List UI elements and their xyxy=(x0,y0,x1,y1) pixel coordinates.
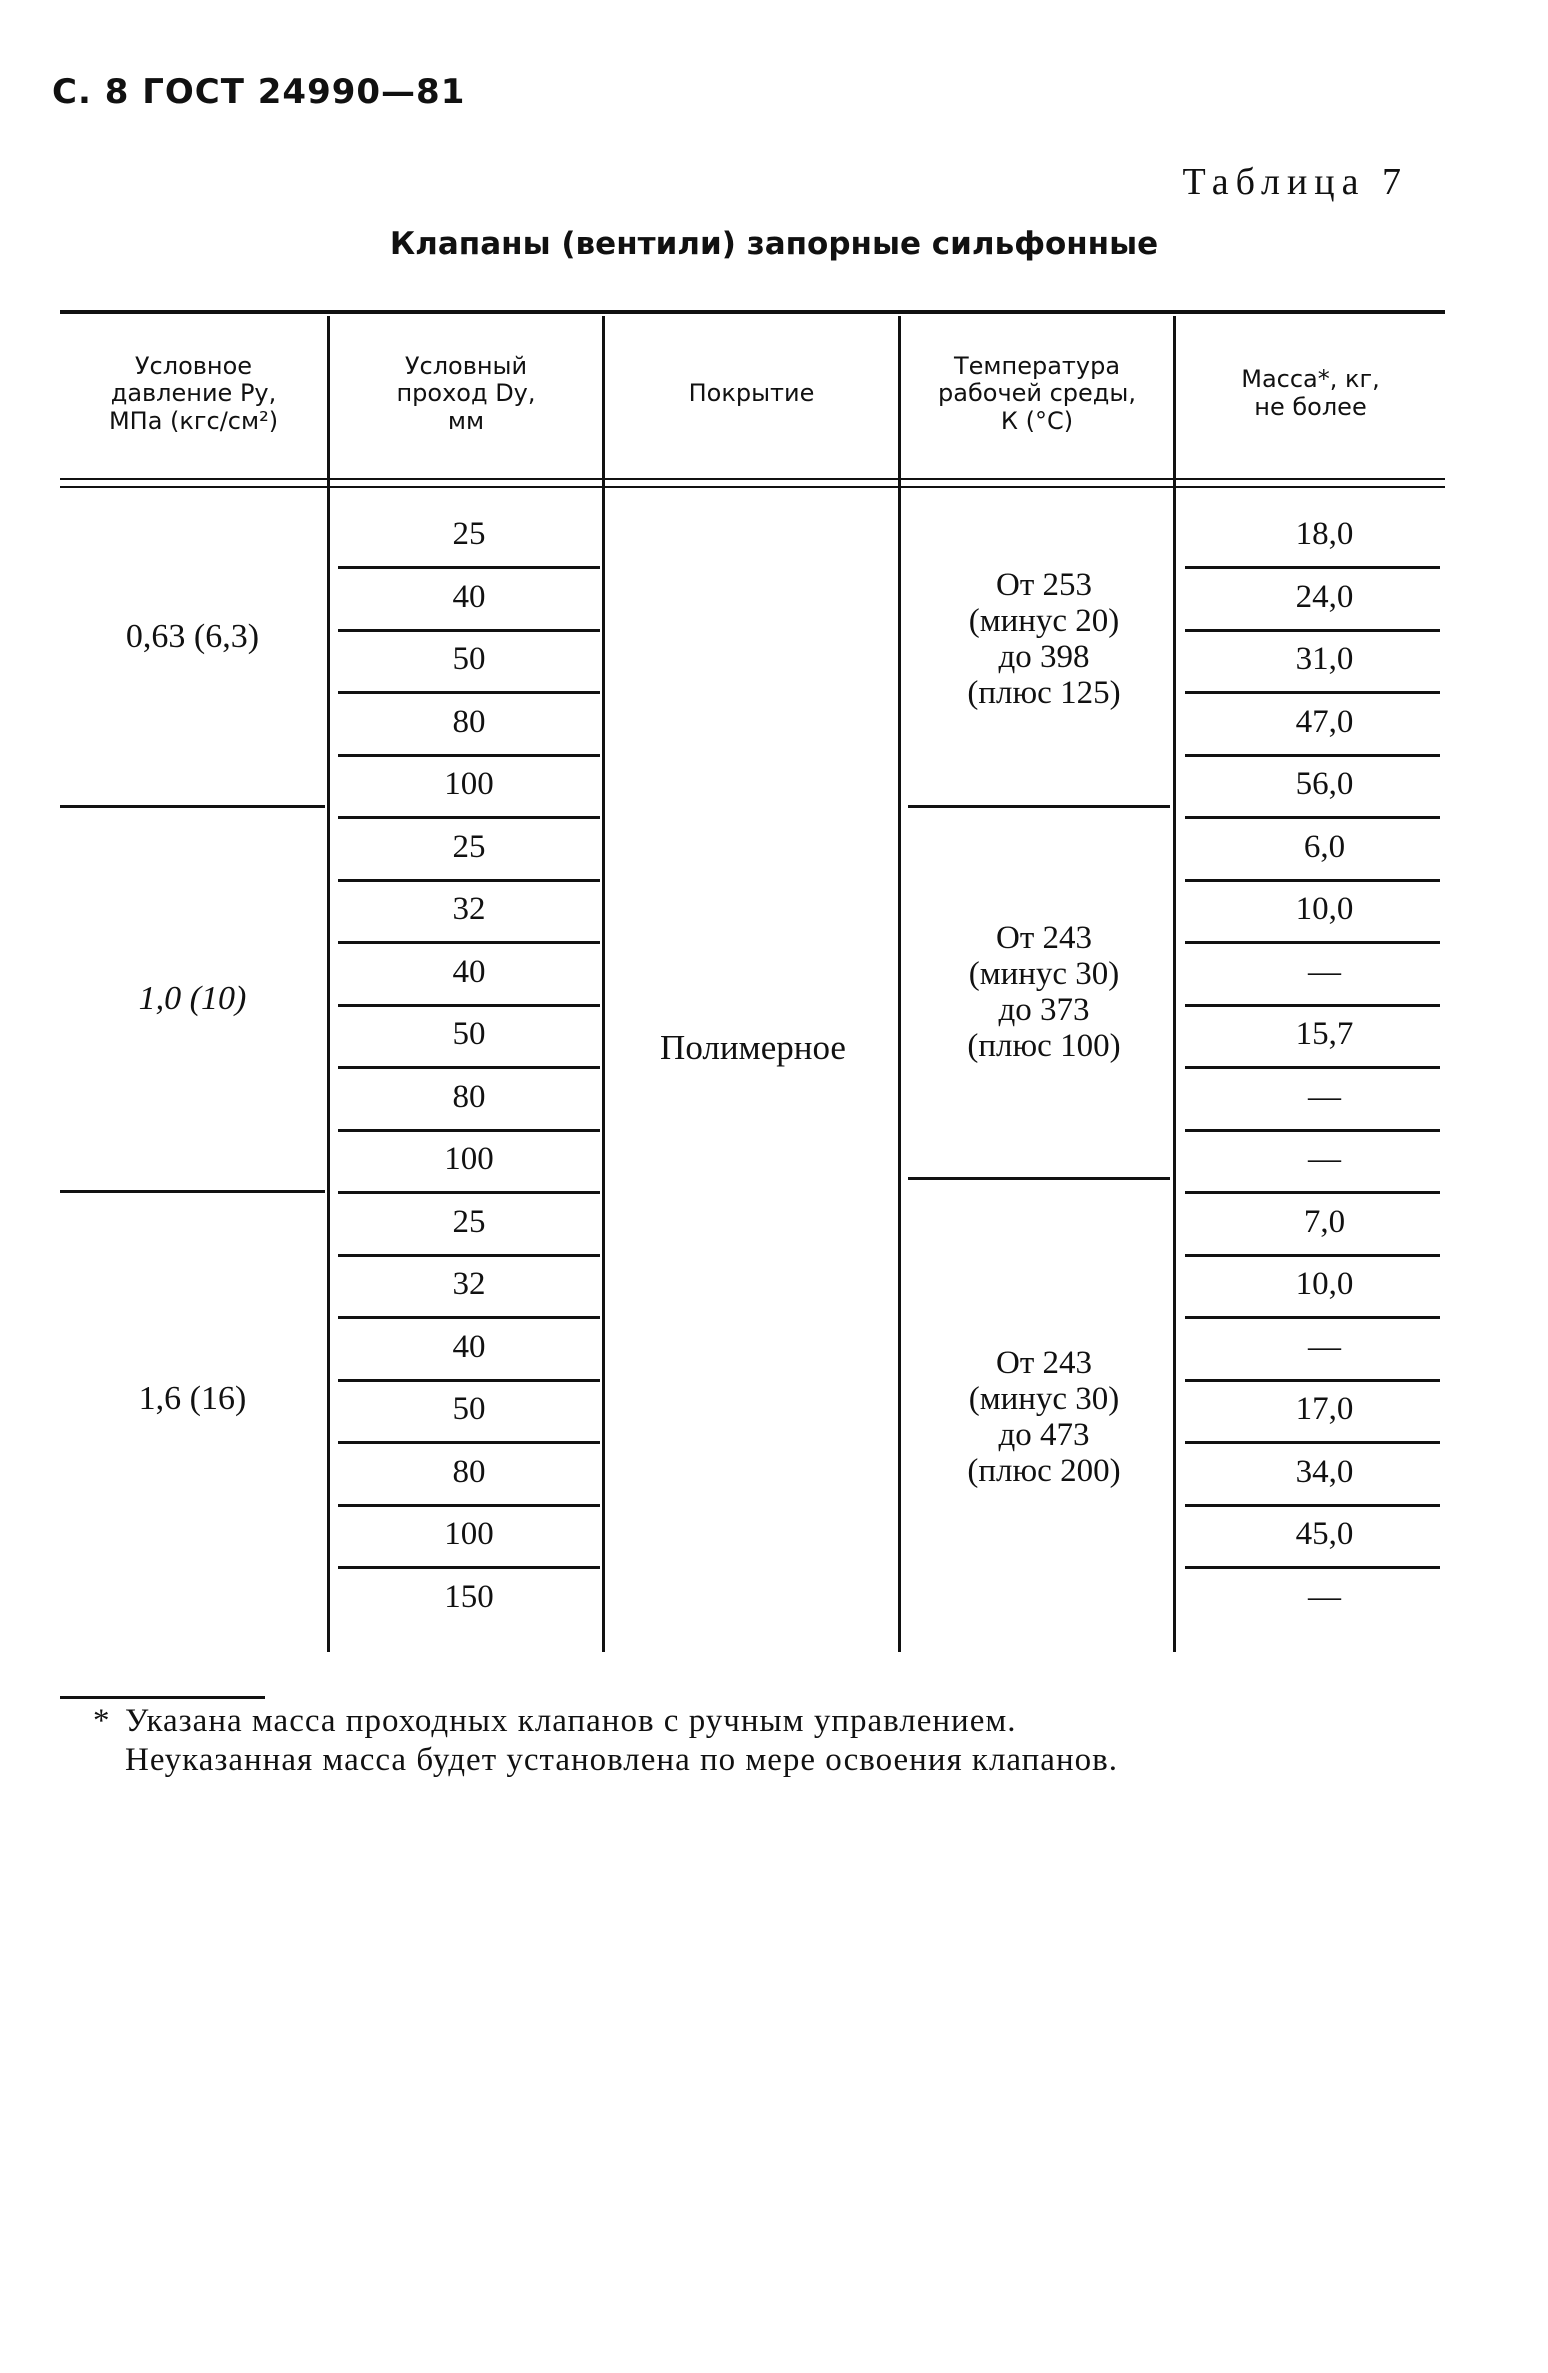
mass-cell: — xyxy=(1308,1579,1341,1615)
nominal-size-cell: 32 xyxy=(338,878,600,944)
nominal-size-cell: 150 xyxy=(444,1579,494,1615)
mass-cell: — xyxy=(1185,1316,1440,1382)
group-separator xyxy=(60,805,325,808)
table-title: Клапаны (вентили) запорные сильфонные xyxy=(389,226,1159,262)
column-header-temperature: Температура рабочей среды, К (°С) xyxy=(938,351,1136,435)
nominal-size-cell: 100 xyxy=(338,753,600,819)
nominal-size-cell: 80 xyxy=(338,1441,600,1507)
nominal-size-cell: 40 xyxy=(338,1316,600,1382)
footnote-rule xyxy=(60,1696,265,1699)
nominal-size-cell: 25 xyxy=(338,1191,600,1257)
temperature-separator xyxy=(908,805,1170,808)
mass-cell: — xyxy=(1185,941,1440,1007)
footnote xyxy=(93,1702,1118,1780)
mass-cell: 31,0 xyxy=(1185,628,1440,694)
nominal-size-cell: 80 xyxy=(338,691,600,757)
group-separator xyxy=(60,1190,325,1193)
nominal-size-cell: 80 xyxy=(338,1066,600,1132)
mass-cell: 34,0 xyxy=(1185,1441,1440,1507)
mass-cell: 6,0 xyxy=(1185,816,1440,882)
mass-cell: 15,7 xyxy=(1185,1003,1440,1069)
mass-cell: 56,0 xyxy=(1185,753,1440,819)
mass-cell: — xyxy=(1185,1066,1440,1132)
column-divider xyxy=(898,316,901,1652)
column-divider xyxy=(602,316,605,1652)
nominal-size-cell: 25 xyxy=(338,816,600,882)
temperature-separator xyxy=(908,1177,1170,1180)
nominal-size-cell: 40 xyxy=(338,566,600,632)
mass-cell: 45,0 xyxy=(1185,1503,1440,1569)
valves-table xyxy=(60,310,1445,1655)
table-number: Таблица 7 xyxy=(1182,161,1408,203)
nominal-size-cell: 50 xyxy=(338,628,600,694)
header-double-rule xyxy=(60,478,1445,488)
temperature-cell: От 243 (минус 30) до 473 (плюс 200) xyxy=(967,1345,1121,1489)
mass-cell: — xyxy=(1185,1128,1440,1194)
footnote-line: Указана масса проходных клапанов с ручным управлением. xyxy=(125,1703,1017,1739)
coating-cell: Полимерное xyxy=(660,1028,846,1067)
nominal-size-cell: 50 xyxy=(338,1003,600,1069)
nominal-size-cell: 25 xyxy=(338,503,600,569)
column-header-pressure: Условное давление Pу, МПа (кгс/см²) xyxy=(108,351,279,435)
nominal-size-cell: 100 xyxy=(338,1128,600,1194)
column-header-nominal-size: Условный проход Dу, мм xyxy=(396,351,536,435)
column-header-mass: Масса*, кг, не более xyxy=(1241,365,1380,421)
mass-cell: 17,0 xyxy=(1185,1378,1440,1444)
mass-cell: 18,0 xyxy=(1185,503,1440,569)
page-header: С. 8 ГОСТ 24990—81 xyxy=(52,72,466,112)
pressure-group-label: 0,63 (6,3) xyxy=(125,618,260,655)
temperature-cell: От 243 (минус 30) до 373 (плюс 100) xyxy=(967,920,1121,1064)
nominal-size-cell: 32 xyxy=(338,1253,600,1319)
pressure-group-label: 1,0 (10) xyxy=(138,980,247,1017)
column-header-coating: Покрытие xyxy=(688,379,815,408)
mass-cell: 10,0 xyxy=(1185,1253,1440,1319)
mass-cell: 24,0 xyxy=(1185,566,1440,632)
nominal-size-cell: 50 xyxy=(338,1378,600,1444)
mass-cell: 7,0 xyxy=(1185,1191,1440,1257)
nominal-size-cell: 40 xyxy=(338,941,600,1007)
mass-cell: 10,0 xyxy=(1185,878,1440,944)
footnote-line: Неуказанная масса будет установлена по мере освоения клапанов. xyxy=(125,1742,1118,1778)
column-divider xyxy=(327,316,330,1652)
footnote-mark: * xyxy=(93,1703,111,1739)
temperature-cell: От 253 (минус 20) до 398 (плюс 125) xyxy=(967,567,1121,711)
mass-cell: 47,0 xyxy=(1185,691,1440,757)
nominal-size-cell: 100 xyxy=(338,1503,600,1569)
pressure-group-label: 1,6 (16) xyxy=(138,1380,247,1417)
